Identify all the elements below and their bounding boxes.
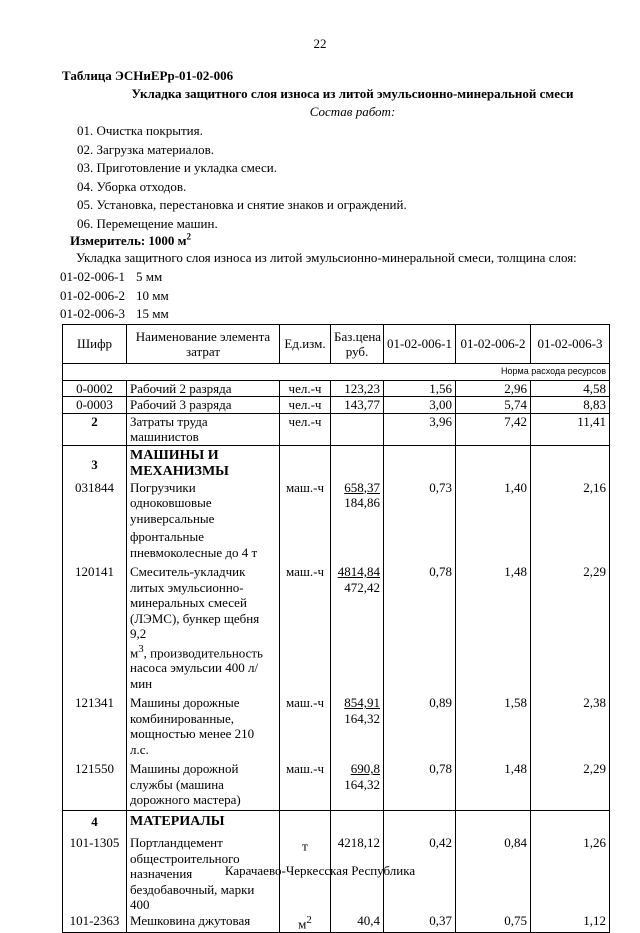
row-v2: 5,74 [456, 397, 531, 414]
row-v3: 1,12 [531, 913, 610, 932]
row-unit: чел.-ч [280, 397, 331, 414]
row-name: Рабочий 3 разряда [127, 397, 280, 414]
row-name [127, 564, 280, 695]
price-bottom: 472,42 [344, 579, 380, 595]
name-line: универсальные [130, 510, 215, 526]
variant-text: 10 мм [136, 287, 169, 303]
row-v3: 2,16 [531, 480, 610, 565]
row-v2: 0,75 [456, 913, 531, 932]
table-row [63, 413, 610, 445]
row-code: 2 [63, 413, 127, 445]
row-name [127, 695, 280, 761]
row-name: Затраты труда машинистов [127, 413, 280, 445]
work-item: 06. Перемещение машин. [77, 215, 218, 231]
name-line: пневмоколесные до 4 т [130, 544, 258, 560]
unit-sup: 2 [306, 913, 312, 926]
variant-code: 01-02-006-2 [60, 287, 125, 303]
row-code: 0-0003 [63, 397, 127, 414]
name-line: фронтальные [130, 529, 204, 544]
row-code: 120141 [63, 564, 127, 695]
section-title: МАТЕРИАЛЫ [127, 810, 280, 835]
row-v2: 1,48 [456, 761, 531, 810]
row-code: 121341 [63, 695, 127, 761]
row-price: 40,4 [331, 913, 384, 932]
row-v1: 3,96 [384, 413, 456, 445]
row-v1: 0,89 [384, 695, 456, 761]
row-code: 031844 [63, 480, 127, 565]
works-list [77, 122, 407, 234]
unit-text: т [302, 838, 308, 854]
name-line: Смеситель-укладчик [130, 564, 246, 579]
variant-code: 01-02-006-3 [60, 306, 125, 322]
variant-text: 5 мм [136, 269, 163, 284]
row-code: 121550 [63, 761, 127, 810]
table-row [63, 480, 610, 565]
table-row [63, 761, 610, 810]
row-price: 143,77 [331, 397, 384, 414]
measurer [70, 233, 191, 249]
section-title-line: МАШИНЫ И [130, 447, 219, 463]
name-line: Портландцемент [130, 835, 223, 851]
row-v1: 3,00 [384, 397, 456, 414]
row-v2: 2,96 [456, 380, 531, 397]
row-code: 101-1305 [63, 835, 127, 913]
section-title [127, 445, 280, 480]
row-v3: 1,26 [531, 835, 610, 913]
page-footer: Карачаево-Черкесская Республика [224, 863, 416, 878]
row-v1: 0,78 [384, 564, 456, 695]
table-title: Таблица ЭСНиЕРр-01-02-006 [62, 68, 234, 83]
row-v2: 1,40 [456, 480, 531, 565]
row-v2: 0,84 [456, 835, 531, 913]
header-price: Баз.цена руб. [331, 325, 384, 364]
name-rest: , производительность [143, 644, 263, 660]
header-unit: Ед.изм. [280, 325, 331, 364]
price-top: 854,91 [344, 695, 380, 711]
table-row [63, 564, 610, 695]
section-row-machines [63, 445, 610, 480]
work-item: 02. Загрузка материалов. [77, 141, 214, 157]
table-header-row [63, 325, 610, 364]
name-line: Машины дорожной [130, 761, 239, 777]
header-name: Наименование элемента затрат [127, 325, 280, 364]
name-line: (ЛЭМС), бункер щебня 9,2 [130, 610, 260, 641]
table-subtitle: Укладка защитного слоя износа из литой эмульсионно-минеральной смеси [131, 86, 574, 101]
row-v3: 4,58 [531, 380, 610, 397]
row-price [331, 695, 384, 761]
row-v3: 2,29 [531, 761, 610, 810]
row-v3: 8,83 [531, 397, 610, 414]
name-line: комбинированные, [130, 710, 235, 726]
name-line: Погрузчики [130, 479, 196, 495]
table-row [63, 397, 610, 414]
row-price [331, 413, 384, 445]
row-v1: 0,42 [384, 835, 456, 913]
variant-code: 01-02-006-1 [60, 269, 125, 284]
row-unit [280, 913, 331, 932]
row-v1: 1,56 [384, 380, 456, 397]
price-top: 658,37 [344, 479, 380, 495]
row-unit: чел.-ч [280, 413, 331, 445]
name-line: бездобавочный, марки 400 [130, 881, 255, 913]
section-number: 3 [63, 445, 127, 480]
price-bottom: 164,32 [344, 776, 380, 792]
name-line: насоса эмульсии 400 л/мин [130, 660, 259, 691]
variant-item [60, 287, 169, 306]
header-variant-2: 01-02-006-2 [456, 325, 531, 364]
name-line: минеральных смесей [130, 595, 247, 610]
row-unit: чел.-ч [280, 380, 331, 397]
row-code: 101-2363 [63, 913, 127, 932]
row-v3: 2,38 [531, 695, 610, 761]
name-line: общестроительного [130, 850, 240, 866]
row-v3: 11,41 [531, 413, 610, 445]
name-line: Машины дорожные [130, 695, 240, 711]
row-price [331, 564, 384, 695]
composition-label: Состав работ: [309, 104, 396, 119]
work-item: 05. Установка, перестановка и снятие знаков и ограждений. [77, 197, 407, 213]
measurer-sup: 2 [186, 231, 192, 242]
row-name [127, 480, 280, 565]
section-title-line: МЕХАНИЗМЫ [130, 463, 229, 479]
table-row [63, 695, 610, 761]
row-price [331, 480, 384, 565]
row-v1: 0,73 [384, 480, 456, 565]
row-v1: 0,78 [384, 761, 456, 810]
measurer-label: Измеритель: 1000 м [70, 233, 187, 248]
header-variant-3: 01-02-006-3 [531, 325, 610, 364]
row-unit: маш.-ч [280, 761, 331, 810]
work-item: 03. Приготовление и укладка смеси. [77, 160, 277, 176]
variant-item [60, 268, 169, 287]
name-line: службы (машина [130, 776, 224, 792]
row-v2: 1,48 [456, 564, 531, 695]
name-unit: м [130, 644, 139, 660]
variant-text: 15 мм [136, 306, 169, 322]
variant-item [60, 305, 169, 324]
description: Укладка защитного слоя износа из литой эмульсионно-минеральной смеси, толщина слоя: [76, 250, 577, 265]
table-row [63, 913, 610, 932]
section-row-materials [63, 810, 610, 835]
row-price: 4218,12 [331, 835, 384, 913]
work-item: 01. Очистка покрытия. [77, 123, 203, 138]
price-top: 690,8 [350, 761, 380, 777]
name-line: одноковшовые [130, 495, 212, 510]
page-number: 22 [313, 36, 327, 51]
header-variant-1: 01-02-006-1 [384, 325, 456, 364]
price-bottom: 164,32 [344, 710, 380, 726]
section-number: 4 [63, 810, 127, 835]
row-v3: 2,29 [531, 564, 610, 695]
row-v2: 7,42 [456, 413, 531, 445]
work-item: 04. Уборка отходов. [77, 178, 187, 194]
unit-text: м [298, 916, 307, 932]
resource-table [62, 324, 610, 933]
variants-list [60, 268, 169, 324]
name-line: мощностью менее 210 л.с. [130, 726, 255, 757]
table-row [63, 380, 610, 397]
row-name [127, 761, 280, 810]
row-name: Рабочий 2 разряда [127, 380, 280, 397]
row-unit: маш.-ч [280, 695, 331, 761]
row-name: Мешковина джутовая [127, 913, 280, 932]
row-price: 123,23 [331, 380, 384, 397]
row-price [331, 761, 384, 810]
row-v1: 0,37 [384, 913, 456, 932]
price-top: 4814,84 [337, 564, 380, 579]
row-code: 0-0002 [63, 380, 127, 397]
norm-label: Норма расхода ресурсов [63, 364, 610, 381]
name-line: дорожного мастера) [130, 792, 241, 808]
name-line: литых эмульсионно- [130, 579, 244, 595]
row-unit: маш.-ч [280, 564, 331, 695]
row-v2: 1,58 [456, 695, 531, 761]
row-unit: маш.-ч [280, 480, 331, 565]
name-sup: 3 [138, 642, 144, 655]
price-bottom: 184,86 [344, 495, 380, 510]
norm-label-row [63, 364, 610, 381]
header-code: Шифр [63, 325, 127, 364]
name-line: назначения [130, 866, 193, 882]
name-line [130, 642, 276, 661]
